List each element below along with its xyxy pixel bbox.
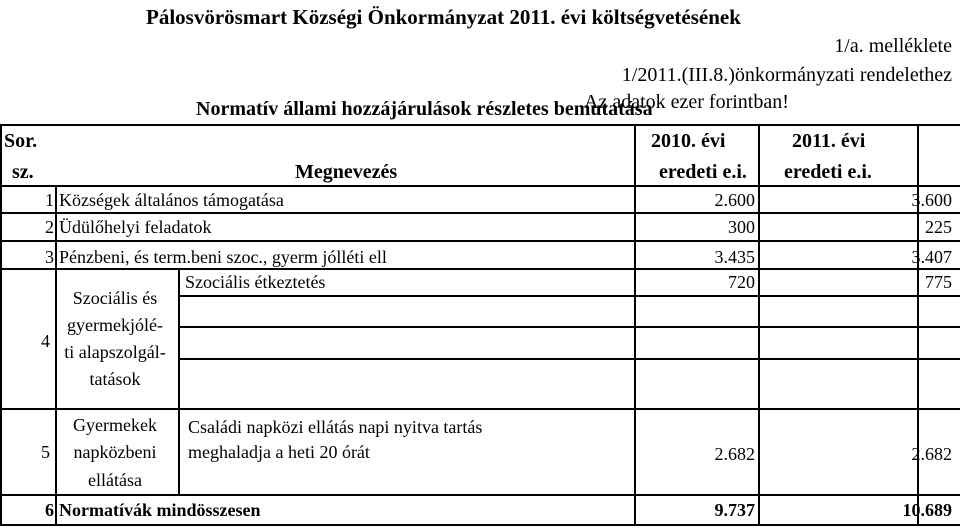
row-4-group-line1: Szociális és xyxy=(72,288,158,308)
unit-note: Az adatok ezer forintban! xyxy=(584,91,789,113)
value-2011-column-left-divider xyxy=(758,124,760,526)
row-5-name-line2: meghaladja a heti 20 órát xyxy=(188,442,370,462)
row-3-name: Pénzbeni, és term.beni szoc., gyerm jólléti ell xyxy=(59,247,387,267)
row-3-number: 3 xyxy=(45,247,54,267)
row-4-inner-line-2 xyxy=(178,358,960,360)
column-header-2010-line2: eredeti e.i. xyxy=(659,161,747,183)
group-column-divider xyxy=(178,268,180,494)
row-4-group-line2: gyermekjólé- xyxy=(67,315,163,335)
row-5-group-line2: napközbeni xyxy=(73,442,157,462)
row-5-group-line3: ellátása xyxy=(88,470,142,490)
value-2010-column-left-divider xyxy=(634,124,636,526)
row-4-value-2011: 775 xyxy=(925,272,952,292)
column-header-sor-line1: Sor. xyxy=(4,130,38,152)
table-subtitle: Normatív állami hozzájárulások részletes bemutatása xyxy=(196,98,653,120)
column-header-name: Megnevezés xyxy=(295,161,398,183)
column-header-2011-line2: eredeti e.i. xyxy=(784,161,872,183)
row-1-bottom-border xyxy=(0,212,960,214)
row-4-bottom-border xyxy=(0,408,960,410)
row-2-bottom-border xyxy=(0,240,960,242)
row-4-group-line4: tatások xyxy=(89,369,141,389)
row-2-number: 2 xyxy=(45,217,54,237)
table-top-border xyxy=(0,124,960,126)
row-2-value-2010: 300 xyxy=(728,217,755,237)
row-2-name: Üdülőhelyi feladatok xyxy=(59,217,212,237)
row-1-name: Községek általános támogatása xyxy=(59,190,284,210)
page-title: Pálosvörösmart Községi Önkormányzat 2011. évi költségvetésének xyxy=(146,5,741,29)
row-4-group-line3: ti alapszolgál- xyxy=(64,342,166,362)
total-row-name: Normatívák mindösszesen xyxy=(59,500,261,520)
row-5-bottom-border xyxy=(0,494,960,496)
header-bottom-border xyxy=(0,185,960,187)
row-1-value-2010: 2.600 xyxy=(714,190,755,210)
row-4-name: Szociális étkeztetés xyxy=(185,272,326,292)
row-1-value-2011: 3.600 xyxy=(911,190,952,210)
row-5-group-line1: Gyermekek xyxy=(73,415,157,435)
row-5-number: 5 xyxy=(41,442,50,462)
total-row-number: 6 xyxy=(45,500,54,520)
annex-label: 1/a. melléklete xyxy=(834,35,952,57)
total-row-value-2010: 9.737 xyxy=(714,500,755,520)
row-3-value-2011: 3.407 xyxy=(911,247,952,267)
row-3-bottom-border xyxy=(0,268,960,270)
column-header-2011-line1: 2011. évi xyxy=(792,130,866,152)
row-5-name-line1: Családi napközi ellátás napi nyitva tartás xyxy=(188,417,483,437)
column-header-2010-line1: 2010. évi xyxy=(651,130,726,152)
row-5-value-2011: 2.682 xyxy=(911,444,952,464)
row-1-number: 1 xyxy=(45,190,54,210)
number-column-divider xyxy=(55,185,57,526)
decree-label: 1/2011.(III.8.)önkormányzati rendelethez xyxy=(621,64,952,86)
row-4-inner-line-1 xyxy=(178,326,960,328)
column-header-sor-line2: sz. xyxy=(12,161,34,183)
row-4-name-underline xyxy=(178,295,960,297)
table-bottom-border xyxy=(0,524,960,526)
row-2-value-2011: 225 xyxy=(925,217,952,237)
right-border xyxy=(917,124,919,526)
row-4-number: 4 xyxy=(41,331,50,351)
row-3-value-2010: 3.435 xyxy=(714,247,755,267)
row-5-value-2010: 2.682 xyxy=(714,444,755,464)
left-border xyxy=(0,124,2,526)
total-row-value-2011: 10.689 xyxy=(902,500,952,520)
row-4-value-2010: 720 xyxy=(728,272,755,292)
